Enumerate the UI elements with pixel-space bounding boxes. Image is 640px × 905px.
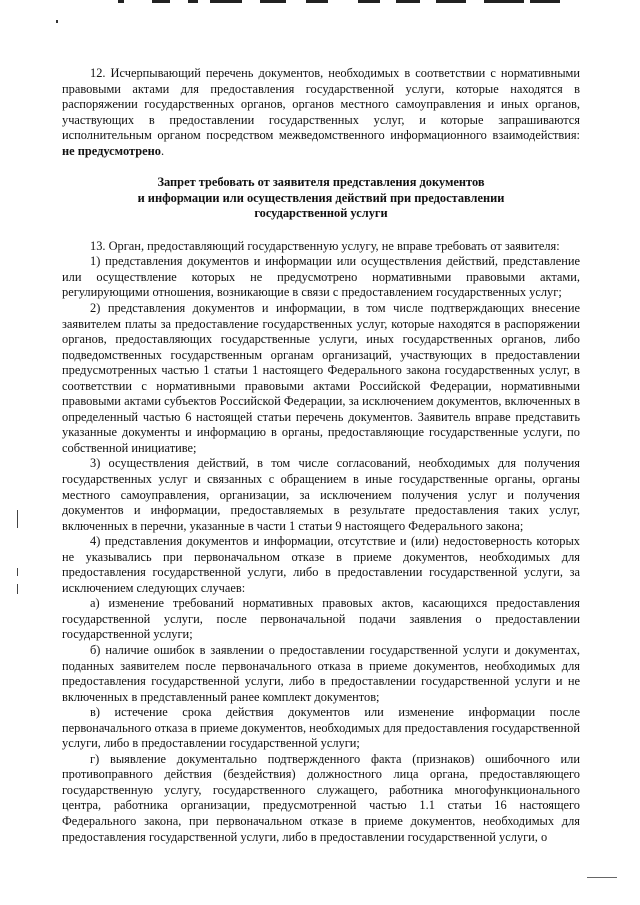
list-item-3: 3) осуществления действий, в том числе согласований, необходимых для получения государственных услуг и связанных с обращением в иные государственные органы, органы местного самоуправления, организации, за исключением получения услуг и получения документов и информации, предоставляемых в результате предоставления таких услуг, включенных в перечни, указанные в части 1 статьи 9 настоящего Федерального закона; (62, 456, 580, 533)
paragraph-13: 13. Орган, предоставляющий государственную услугу, не вправе требовать от заявителя: (90, 238, 560, 253)
sub-item-v: в) истечение срока действия документов или изменение информации после первоначального отказа в приеме документов, необходимых для предоставления государственной услуги, либо в предоставлении государственной услуги; (62, 705, 580, 751)
sub-item-a: а) изменение требований нормативных правовых актов, касающихся предоставления государственной услуги, после первоначальной подачи заявления о предоставлении государственной услуги; (62, 596, 580, 642)
scan-artifact-top (60, 0, 600, 6)
list-item-4: 4) представления документов и информации, отсутствие и (или) недостоверность которых не указывались при первоначальном отказе в приеме документов, необходимых для предоставления государственной услуги, либо в предоставлении государственной услуги, за исключением следующих случаев: (62, 534, 580, 595)
section-heading (62, 175, 580, 222)
paragraph-12-bold: не предусмотрено (62, 143, 161, 158)
margin-mark (17, 584, 18, 594)
paragraph-12: 12. Исчерпывающий перечень документов, необходимых в соответствии с нормативными правовыми актами для предоставления государственной услуги, которые находятся в распоряжении государственных органов, органов местного самоуправления и иных органов, участвующих в предоставлении государственных услуг, и которые запрашиваются исполнительным органом посредством межведомственного информационного взаимодействия: не предусмотрено. (62, 66, 580, 158)
scan-mark-bottom (587, 874, 617, 878)
heading-line-3: государственной услуги (254, 206, 388, 221)
margin-mark (17, 568, 18, 576)
list-item-2: 2) представления документов и информации, в том числе подтверждающих внесение заявителем платы за предоставление государственных услуг, которые находятся в распоряжении органов, предоставляющих государственные услуги, иных государственных органов, либо подведомственных государственным органам организаций, участвующих в предоставлении предусмотренных частью 1 статьи 1 настоящего Федерального закона государственных услуг, в соответствии с нормативными правовыми актами Российской Федерации, нормативными правовыми актами субъектов Российской Федерации, за исключением документов, включенных в определенный частью 6 настоящей статьи перечень документов. Заявитель вправе представить указанные документы и информацию в органы, предоставляющие государственные услуги, по собственной инициативе; (62, 300, 580, 455)
heading-line-2: и информации или осуществления действий при предоставлении (137, 190, 505, 205)
paragraph-12-text: 12. Исчерпывающий перечень документов, необходимых в соответствии с нормативными правовыми актами для предоставления государственной услуги, которые находятся в распоряжении государственных органов, органов местного самоуправления и иных органов, участвующих в предоставлении государственных услуг, и которые запрашиваются исполнительным органом посредством межведомственного информационного взаимодействия: (62, 66, 580, 143)
document-page (62, 66, 580, 845)
margin-mark (17, 510, 18, 528)
sub-item-g: г) выявление документально подтвержденного факта (признаков) ошибочного или противоправного действия (бездействия) должностного лица органа, предоставляющего государственную услугу, государственного служащего, работника многофункционального центра, работника организации, предусмотренной частью 1.1 статьи 16 настоящего Федерального закона, при первоначальном отказе в приеме документов, необходимых для предоставления государственной услуги, либо в предоставлении государственной услуги, о (62, 751, 580, 844)
scan-dot (56, 20, 58, 23)
sub-item-b: б) наличие ошибок в заявлении о предоставлении государственной услуги и документах, поданных заявителем после первоначального отказа в приеме документов, необходимых для предоставления государственной услуги, либо в предоставлении государственной услуги и не включенных в представленный ранее комплект документов; (62, 643, 580, 704)
list-item-1: 1) представления документов и информации или осуществления действий, представление или осуществление которых не предусмотрено нормативными правовыми актами, регулирующими отношения, возникающие в связи с предоставлением государственных услуг; (62, 254, 580, 300)
heading-line-1: Запрет требовать от заявителя представления документов (157, 175, 485, 190)
